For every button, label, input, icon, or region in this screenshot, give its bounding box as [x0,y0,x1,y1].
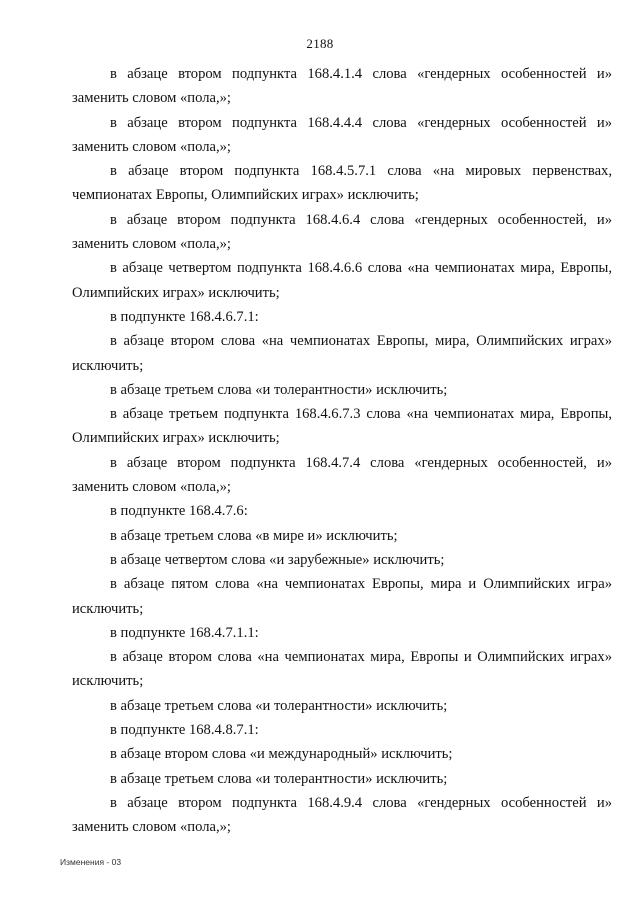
paragraph: в абзаце четвертом подпункта 168.4.6.6 слова «на чемпионатах мира, Европы, Олимпийских играх» исключить; [72,260,612,301]
paragraph: в подпункте 168.4.6.7.1: [110,308,259,325]
paragraph: в абзаце втором подпункта 168.4.5.7.1 слова «на мировых первенствах, чемпионатах Европы, Олимпийских играх» исключить; [72,163,612,204]
paragraph: в абзаце третьем слова «и толерантности» исключить; [110,381,448,398]
paragraph: в абзаце втором подпункта 168.4.1.4 слова «гендерных особенностей и» заменить словом «пола,»; [72,66,612,107]
paragraph: в абзаце четвертом слова «и зарубежные» исключить; [110,551,445,568]
paragraph: в абзаце третьем подпункта 168.4.6.7.3 слова «на чемпионатах мира, Европы, Олимпийских играх» исключить; [72,406,612,447]
page-number: 2188 [306,36,334,51]
paragraph: в абзаце втором слова «и международный» исключить; [110,746,453,763]
paragraph: в абзаце втором подпункта 168.4.7.4 слова «гендерных особенностей, и» заменить словом «пола,»; [72,454,612,496]
paragraph: в абзаце пятом слова «на чемпионатах Европы, мира и Олимпийских игра» исключить; [72,576,612,617]
paragraph: в абзаце втором слова «на чемпионатах мира, Европы и Олимпийских играх» исключить; [72,649,612,690]
paragraph: в абзаце втором подпункта 168.4.4.4 слова «гендерных особенностей и» заменить словом «пола,»; [72,114,612,155]
document-body [72,62,612,840]
paragraph: в абзаце втором подпункта 168.4.6.4 слова «гендерных особенностей, и» заменить словом «пола,»; [72,211,612,253]
paragraph: в абзаце третьем слова «и толерантности» исключить; [110,697,448,714]
paragraph: в абзаце втором подпункта 168.4.9.4 слова «гендерных особенностей и» заменить словом «пола,»; [72,794,612,836]
paragraph: в подпункте 168.4.7.1.1: [110,624,259,641]
paragraph: в абзаце третьем слова «и толерантности» исключить; [110,770,448,787]
paragraph: в абзаце третьем слова «в мире и» исключить; [110,527,398,544]
paragraph: в подпункте 168.4.7.6: [110,503,248,520]
paragraph: в подпункте 168.4.8.7.1: [110,722,259,739]
paragraph: в абзаце втором слова «на чемпионатах Европы, мира, Олимпийских играх» исключить; [72,333,612,374]
footer-note: Изменения - 03 [60,857,122,867]
